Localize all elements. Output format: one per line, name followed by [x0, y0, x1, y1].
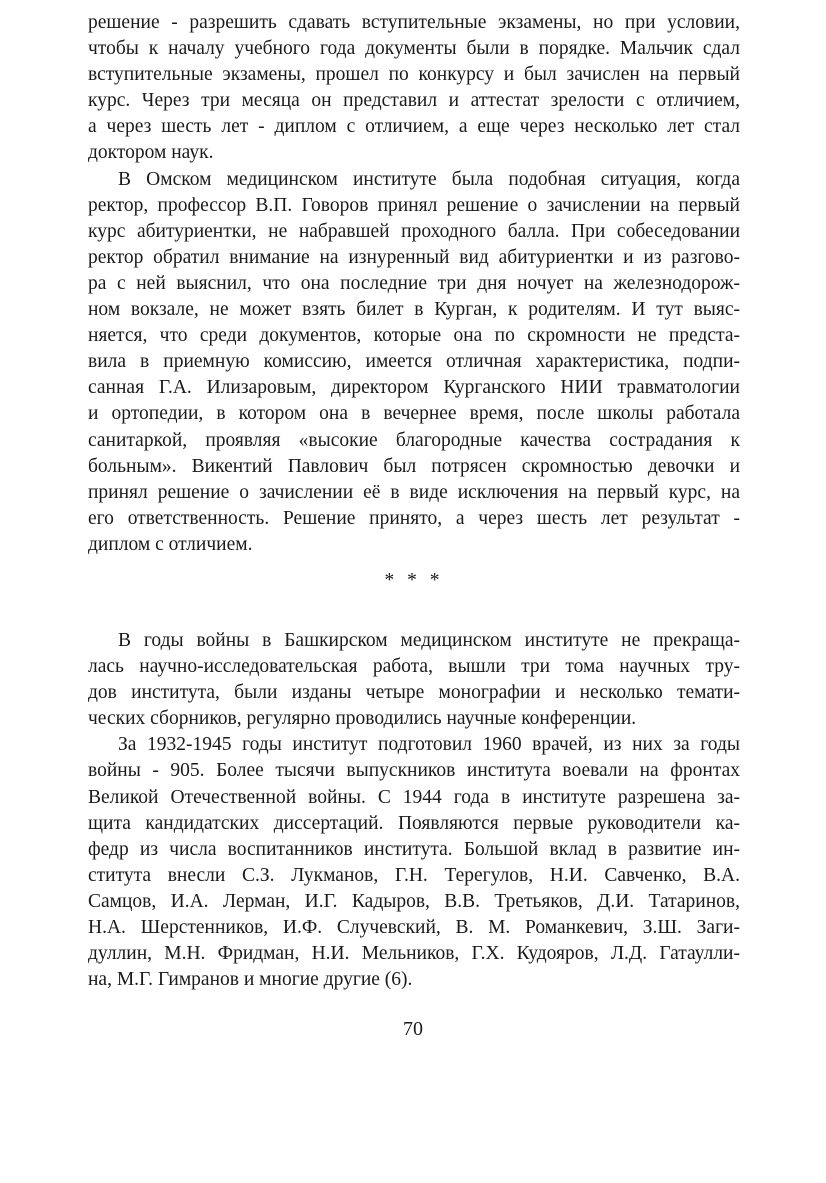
- text-line: вила в приемную комиссию, имеется отличная характеристика, подпи-: [88, 351, 740, 373]
- text-line: ректор, профессор В.П. Говоров принял решение о зачислении на первый: [88, 194, 740, 216]
- text-line: принял решение о зачислении её в виде исключения на первый курс, на: [88, 481, 740, 503]
- text-line: санная Г.А. Илизаровым, директором Курганского НИИ травматологии: [88, 377, 740, 399]
- text-line: дов института, были изданы четыре монографии и несколько темати-: [88, 682, 740, 704]
- text-line: В Омском медицинском институте была подобная ситуация, когда: [118, 168, 740, 190]
- text-line: ректор обратил внимание на изнуренный вид абитуриентки и из разгово-: [88, 246, 740, 268]
- page-number: 70: [403, 1018, 423, 1040]
- text-line: За 1932-1945 годы институт подготовил 1960 врачей, из них за годы: [118, 734, 740, 756]
- text-line: лась научно-исследовательская работа, вышли три тома научных тру-: [88, 656, 740, 678]
- text-line: и ортопедии, в котором она в вечернее время, после школы работала: [88, 403, 740, 425]
- text-line: дуллин, М.Н. Фридман, Н.И. Мельников, Г.Х. Кудояров, Л.Д. Гатаулли-: [88, 943, 740, 965]
- text-line: щита кандидатских диссертаций. Появляются первые руководители ка-: [88, 812, 740, 834]
- paragraph-4: [88, 732, 740, 993]
- text-line: вступительные экзамены, прошел по конкурсу и был зачислен на первый: [88, 64, 740, 86]
- text-line: ном вокзале, не может взять билет в Курган, к родителям. И тут выяс-: [88, 299, 740, 321]
- paragraph-3: [88, 628, 740, 732]
- text-line: няется, что среди документов, которые она по скромности не предста-: [88, 325, 740, 347]
- text-line: Самцов, И.А. Лерман, И.Г. Кадыров, В.В. Третьяков, Д.И. Татаринов,: [88, 890, 740, 912]
- text-line: а через шесть лет - диплом с отличием, а еще через несколько лет стал: [88, 116, 740, 138]
- text-line: войны - 905. Более тысячи выпускников института воевали на фронтах: [88, 760, 740, 782]
- spacer: [88, 594, 740, 628]
- text-line: курс абитуриентки, не набравшей проходного балла. При собеседовании: [88, 220, 740, 242]
- text-line: ра с ней выяснил, что она последние три дня ночует на железнодорож-: [88, 272, 740, 294]
- text-line: ческих сборников, регулярно проводились научные конференции.: [88, 708, 637, 730]
- text-line: ститута внесли С.З. Лукманов, Г.Н. Терегулов, Н.И. Савченко, В.А.: [88, 864, 740, 886]
- text-line: чтобы к началу учебного года документы были в порядке. Мальчик сдал: [88, 38, 740, 60]
- section-divider: * * *: [384, 569, 444, 591]
- text-line: доктором наук.: [88, 142, 214, 164]
- text-line: Великой Отечественной войны. С 1944 года в институте разрешена за-: [88, 786, 740, 808]
- text-line: на, М.Г. Гимранов и многие другие (6).: [88, 969, 413, 991]
- text-line: диплом с отличием.: [88, 533, 253, 555]
- text-line: больным». Викентий Павлович был потрясен скромностью девочки и: [88, 455, 740, 477]
- text-line: федр из числа воспитанников института. Большой вклад в развитие ин-: [88, 838, 740, 860]
- text-line: Н.А. Шерстенников, И.Ф. Случевский, В. М. Романкевич, З.Ш. Заги-: [88, 917, 740, 938]
- text-line: курс. Через три месяца он представил и аттестат зрелости с отличием,: [88, 90, 740, 112]
- paragraph-1: [88, 10, 740, 167]
- text-line: санитаркой, проявляя «высокие благородные качества сострадания к: [88, 429, 740, 451]
- text-line: В годы войны в Башкирском медицинском институте не прекраща-: [118, 629, 740, 651]
- paragraph-2: [88, 167, 740, 558]
- page-body: [88, 10, 740, 993]
- text-line: его ответственность. Решение принято, а через шесть лет результат -: [88, 507, 740, 529]
- text-line: решение - разрешить сдавать вступительные экзамены, но при условии,: [88, 12, 740, 33]
